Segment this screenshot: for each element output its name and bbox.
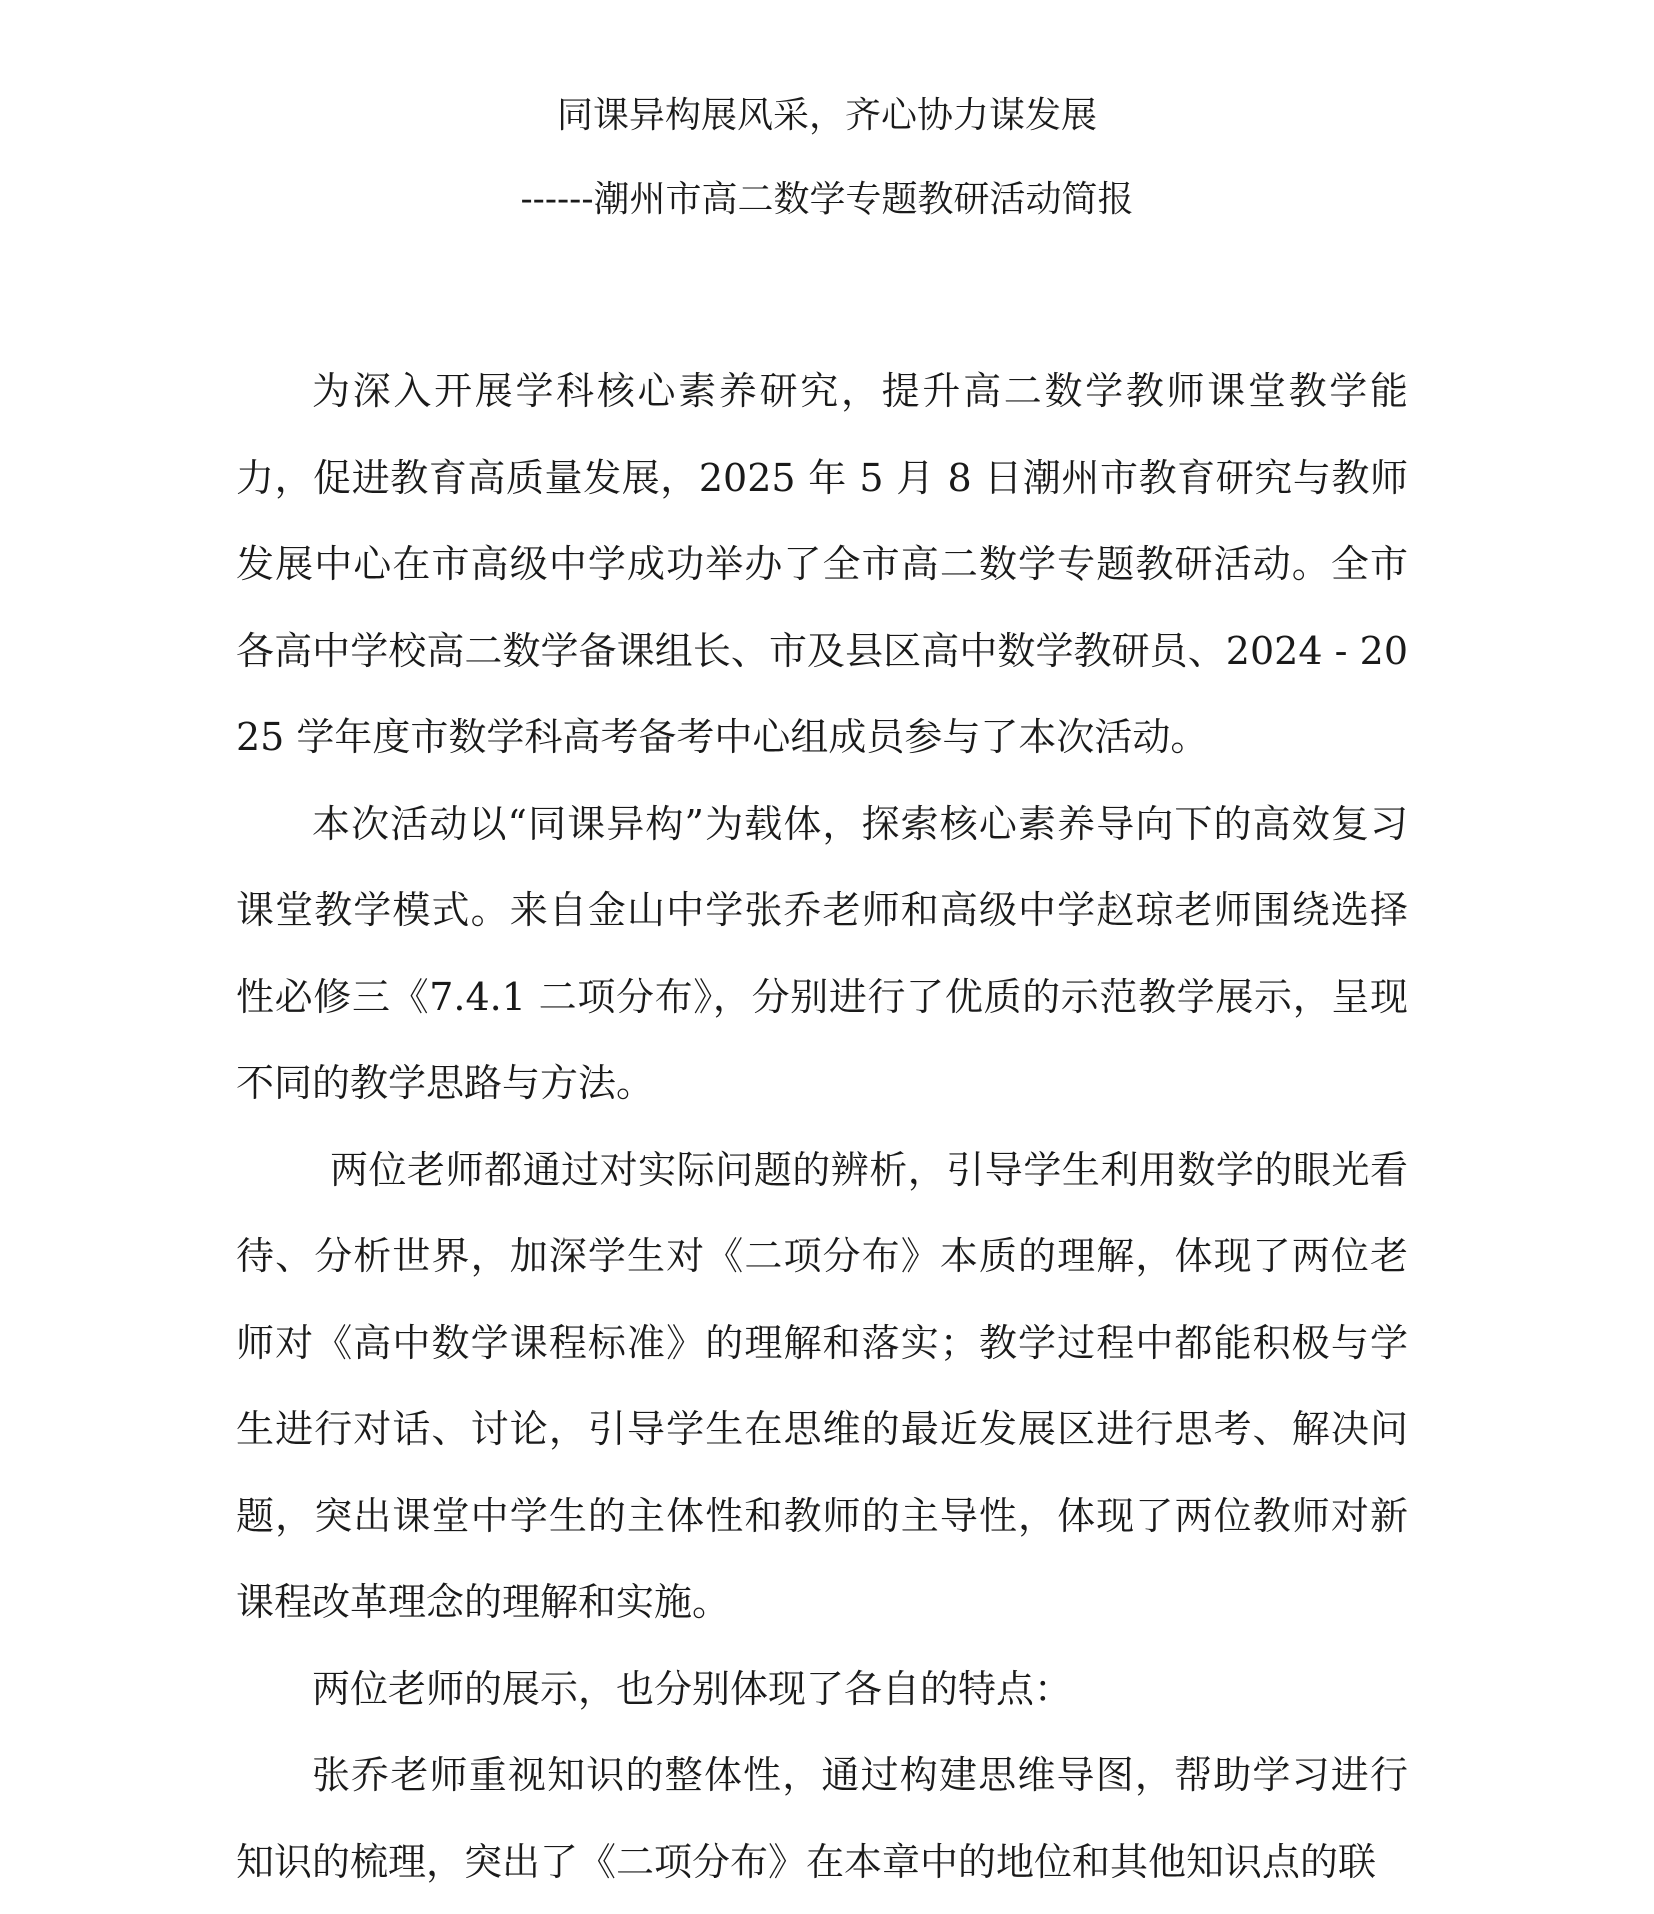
paragraph: 本次活动以“同课异构”为载体，探索核心素养导向下的高效复习课堂教学模式。来自金山中学张乔老师和高级中学赵琼老师围绕选择性必修三《7.4.1 二项分布》，分别进行了优质的示范教学展示，呈现不同的教学思路与方法。 — [236, 801, 1408, 1105]
paragraph: 两位老师都通过对实际问题的辨析，引导学生利用数学的眼光看待、分析世界，加深学生对《二项分布》本质的理解，体现了两位老师对《高中数学课程标准》的理解和落实；教学过程中都能积极与学生进行对话、讨论，引导学生在思维的最近发展区进行思考、解决问题，突出课堂中学生的主体性和教师的主导性，体现了两位教师对新课程改革理念的理解和实施。 — [236, 1147, 1408, 1624]
paragraph: 为深入开展学科核心素养研究，提升高二数学教师课堂教学能力，促进教育高质量发展，2025 年 5 月 8 日潮州市教育研究与教师发展中心在市高级中学成功举办了全市高二数学专题教研活动。全市各高中学校高二数学备课组长、市及县区高中数学教研员、2024 - 2025 学年度市数学科高考备考中心组成员参与了本次活动。 — [236, 369, 1408, 759]
document-title: 同课异构展风采，齐心协力谋发展 — [556, 95, 1097, 136]
paragraph: 两位老师的展示，也分别体现了各自的特点： — [312, 1666, 1073, 1711]
document-body — [236, 348, 1408, 1905]
paragraph: 张乔老师重视知识的整体性，通过构建思维导图，帮助学习进行知识的梳理，突出了《二项分布》在本章中的地位和其他知识点的联 — [236, 1753, 1408, 1884]
document-subtitle: ------潮州市高二数学专题教研活动简报 — [520, 179, 1134, 220]
